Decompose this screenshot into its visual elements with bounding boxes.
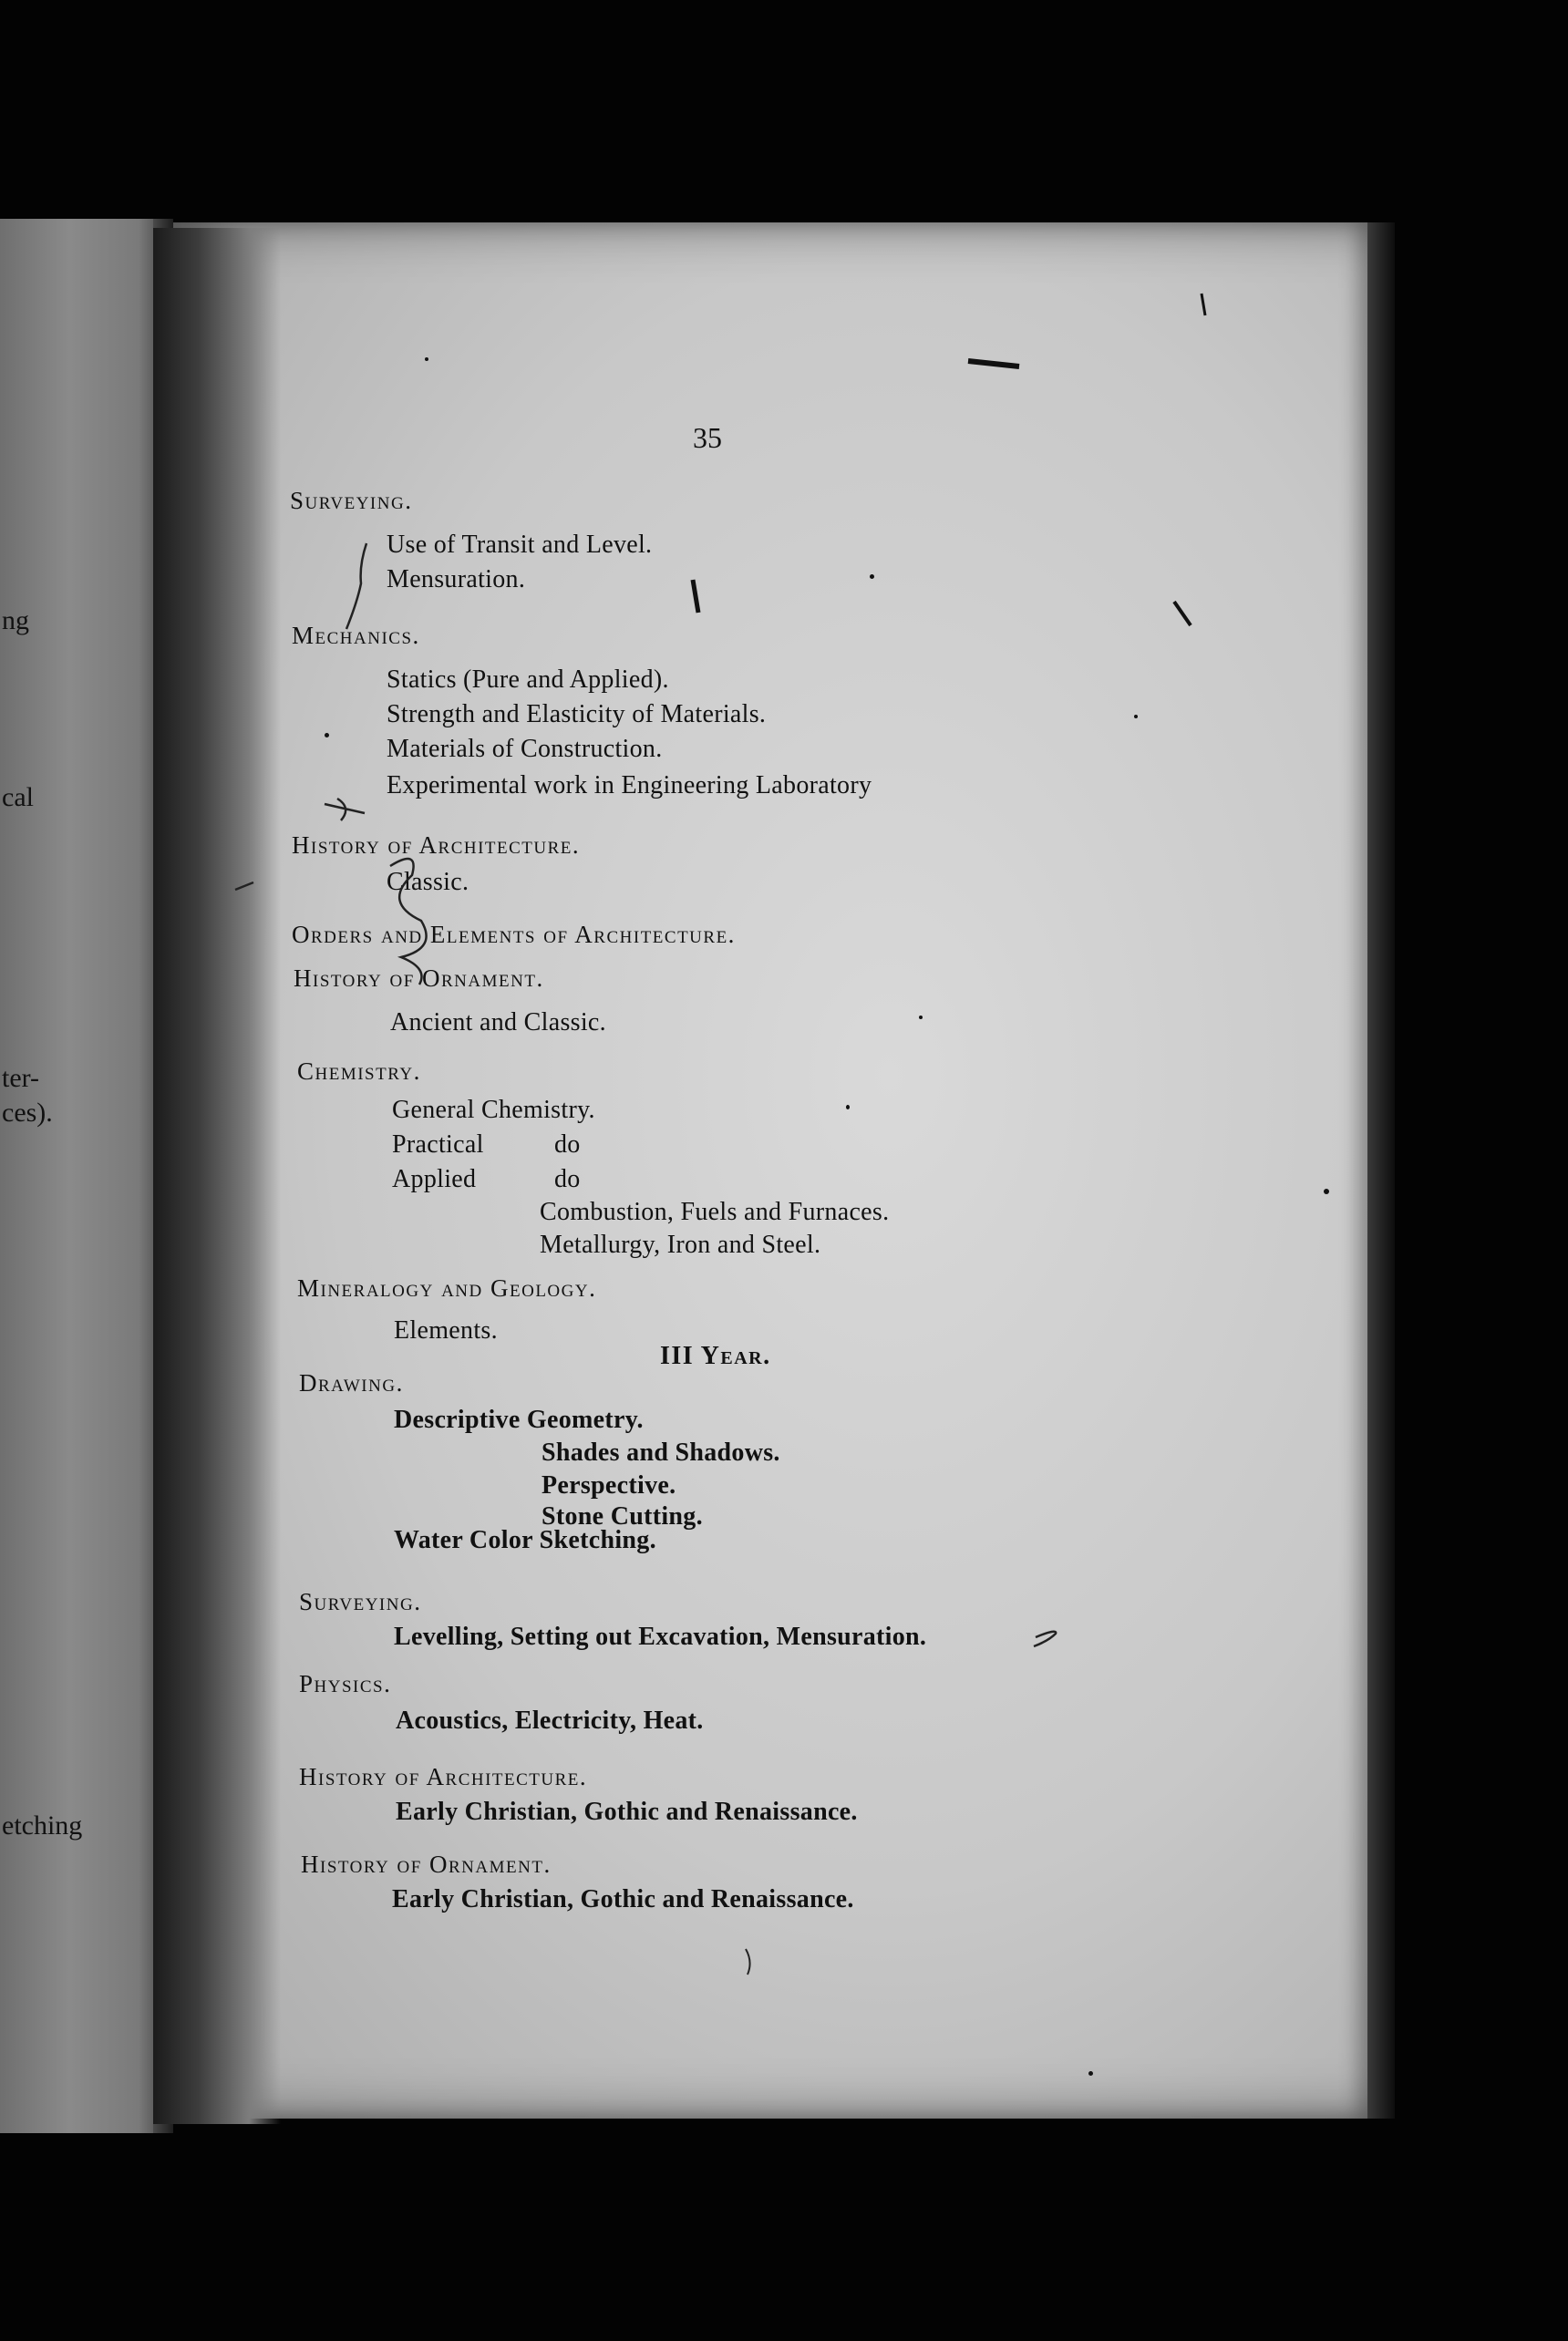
ink-smudge [693,580,698,613]
course-line: Stone Cutting. [542,1502,703,1531]
section-heading-history-ornament: History of Ornament. [301,1851,552,1878]
section-heading-orders-elements: Orders and Elements of Architecture. [292,921,736,948]
paper-speck [919,1016,923,1019]
section-heading-surveying: Surveying. [299,1588,422,1615]
pencil-dash-mark [235,882,253,890]
course-line: Materials of Construction. [387,735,663,763]
ink-smudge [746,1949,750,1975]
paper-speck [1134,715,1138,718]
section-heading-drawing: Drawing. [299,1369,404,1397]
course-line: Classic. [387,868,469,896]
section-heading-chemistry: Chemistry. [297,1057,421,1085]
left-fragment: cal [2,782,34,812]
left-fragment: ter- [2,1063,40,1093]
left-fragment: ng [2,605,29,635]
course-line: Levelling, Setting out Excavation, Mensuration. [394,1623,927,1651]
page-number: 35 [693,421,722,454]
section-heading-history-ornament: History of Ornament. [294,964,544,992]
ink-smudge [1174,602,1191,625]
pencil-cross-mark [325,799,365,820]
paper-speck [1324,1189,1329,1194]
course-line: Water Color Sketching. [394,1526,656,1554]
ditto-mark: do [554,1165,581,1193]
paper-speck [870,574,874,579]
course-line: Experimental work in Engineering Laboratory [387,771,872,799]
paper-speck [325,733,329,737]
course-line: General Chemistry. [392,1096,595,1124]
section-heading-surveying: Surveying. [290,487,413,514]
ink-smudge [968,361,1019,366]
course-line: Acoustics, Electricity, Heat. [396,1707,704,1735]
section-heading-physics: Physics. [299,1670,392,1697]
course-line: Elements. [394,1316,498,1345]
course-line: Early Christian, Gothic and Renaissance. [396,1798,858,1826]
course-line: Mensuration. [387,565,526,593]
section-heading-history-architecture: History of Architecture. [292,831,581,859]
course-line: Perspective. [542,1471,676,1500]
left-fragment: ces). [2,1098,53,1128]
course-line: Applied [392,1165,477,1193]
course-line: Strength and Elasticity of Materials. [387,700,767,728]
section-heading-mineralogy-geology: Mineralogy and Geology. [297,1274,597,1302]
course-line: Shades and Shadows. [542,1439,780,1467]
ditto-mark: do [554,1130,581,1159]
ink-smudge [1202,294,1205,315]
pencil-arrow-mark [1034,1632,1056,1646]
course-line: Descriptive Geometry. [394,1406,644,1434]
course-line: Practical [392,1130,484,1159]
course-line: Statics (Pure and Applied). [387,665,669,694]
course-line: Use of Transit and Level. [387,531,653,559]
year-heading: III Year. [660,1342,771,1370]
section-heading-mechanics: Mechanics. [292,622,420,649]
paper-speck [1088,2071,1093,2076]
course-line: Combustion, Fuels and Furnaces. [540,1198,890,1226]
left-fragment: etching [2,1810,83,1841]
pencil-squiggle-mark [390,859,427,985]
course-line: Metallurgy, Iron and Steel. [540,1231,821,1259]
paper-speck [425,357,428,361]
course-line: Early Christian, Gothic and Renaissance. [392,1885,854,1913]
paper-speck [846,1105,850,1109]
pencil-bracket-mark [346,543,366,629]
course-line: Ancient and Classic. [390,1008,606,1036]
section-heading-history-architecture: History of Architecture. [299,1763,588,1790]
